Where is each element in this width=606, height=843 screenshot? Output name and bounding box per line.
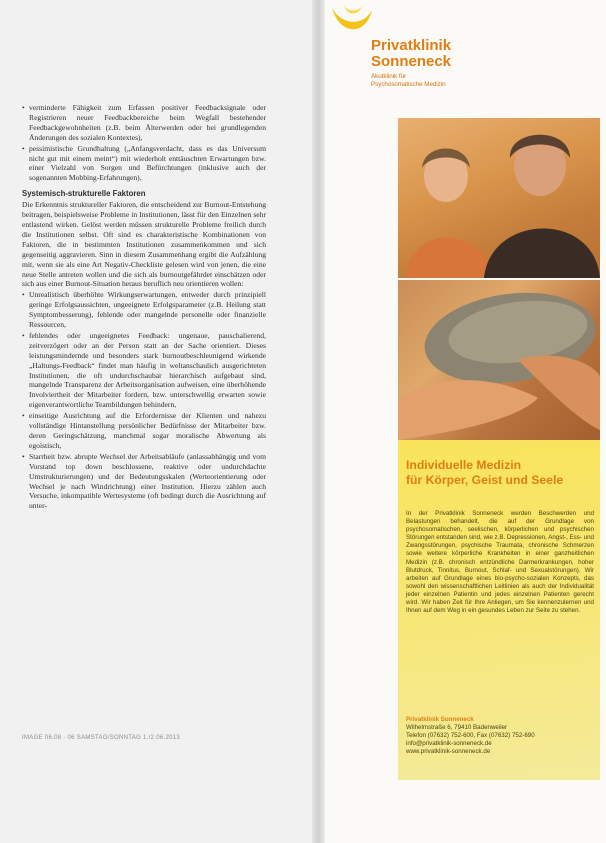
photo-hands-drawing — [398, 280, 600, 440]
sun-logo-icon — [330, 2, 374, 38]
photo-couple — [398, 118, 600, 278]
contact-email[interactable]: info@privatklinik-sonneneck.de — [406, 740, 492, 748]
ad-contact — [406, 716, 594, 756]
brand-name-line: Privatklinik — [371, 37, 452, 54]
bullet-item: • Unrealistisch überhöhte Wirkungserwartungen, entweder durch prinzipiell geringe Erfolgsaussichten, ungeeignete Erfolgsparameter (z.B. Heilung statt Symptombesserung), fehlende oder mangelnde personelle oder finanzielle Ressourcen, — [22, 290, 266, 330]
ad-headline-line: für Körper, Geist und Seele — [406, 473, 564, 487]
bullet-item: • verminderte Fähigkeit zum Erfassen positiver Feedbacksignale oder Registrieren neuer Feedbackbereiche beim Wegfall bestehender Feedbackgewohnheiten (z.B. beim Älterwerden oder bei grundlegenden Änderungen des sozialen Kontextes), — [22, 103, 266, 143]
bullet-item: • einseitige Ausrichtung auf die Erfordernisse der Klienten und nahezu vollständige Hintanstellung persönlicher Bedürfnisse der Mitarbeiter bzw. deren Geringschätzung, manchmal sogar moralische Abwertung als egoistisch, — [22, 411, 266, 451]
bullet-item: • pessimistische Grundhaltung („Anfangsverdacht, dass es das Universum nicht gut mit einem meint“) mit wiederholt enttäuschten Erwartungen bzw. einer Vielzahl von Sorgen und Befürchtungen (inklusive auch der sogenannten Mobbing-Erfahrungen). — [22, 144, 266, 184]
ad-headline — [406, 458, 596, 488]
page-footer: IMAGE 06.08 · 06 SAMSTAG/SONNTAG 1./2.06.2013 — [22, 735, 181, 741]
brand-name — [371, 38, 451, 70]
contact-address: Wilhelmstraße 6, 79410 Badenweiler — [406, 724, 508, 732]
brand-name-line: Sonneneck — [371, 53, 452, 70]
page-gutter — [312, 0, 326, 843]
ad-headline-line: Individuelle Medizin — [406, 458, 522, 472]
brand-subtitle — [371, 73, 446, 89]
bullet-item: • Starrheit bzw. abrupte Wechsel der Arbeitsabläufe (anlassabhängig und vom Vorstand top down beschlossene, reaktive oder undurchdachte Umstrukturierungen) und der Bedeutungsskalen (Werteorientierung oder Wechsel je nach Windrichtung) einer Institution. Hierzu zählen auch Versuche, inkompatible Wertesysteme (oft bedingt durch die Ausrichtung auf unter- — [22, 452, 266, 511]
photo-couple-drawing — [398, 118, 600, 278]
section-heading: Systemisch-strukturelle Faktoren — [22, 189, 146, 199]
ad-body-text: In der Privatklinik Sonneneck werden Beschwerden und Belastungen behandelt, die auf der Grundlage von psychosomatischen, seelischen, körperlichen und psychischen Störungen entstanden sind, wie z.B. Depressionen, Angst-, Ess- und Zwangsstörungen, psychische Traumata, chronische Schmerzen sowie weitere körperliche Krankheiten in einer ganzheitlichen Medizin (z.B. chronisch entzündliche Darmerkrankungen, hoher Blutdruck, Tinnitus, Burnout, Schlaf- und Sexualstörungen). Wir arbeiten auf Grundlage eines bio-psycho-sozialen Konzepts, das sowohl den wissenschaftlichen Leitlinien als auch der Individualität jeder einzelnen Patientin und jedes einzelnen Patienten gerecht wird. Wir haben Zeit für Ihre Anliegen, um Sie kennenzulernen und Ihnen auf dem Weg in ein gesundes Leben zur Seite zu stehen. — [406, 510, 594, 615]
brand-subtitle-line: Akutklinik für — [371, 73, 407, 80]
photo-hands-stone — [398, 280, 600, 440]
paragraph: Die Erkenntnis struktureller Faktoren, die entscheidend zur Burnout-Entstehung beitragen, beispielsweise Probleme in Institutionen, lässt für den Einzelnen sehr entlastend wirken. Gelöst werden müssen strukturelle Probleme freilich durch die Institutionen selbst. Oft sind es charakteristische Kombinationen von Faktoren, die in bestimmten Institutionen zusammenkommen und sich gegenseitig aggravieren. Sinn in diesem Zusammenhang ergibt die Aufzählung mit, wenn sie als eine Art Negativ-Checkliste gelesen wird von jenen, die eine neue Stelle antreten wollen und die sich als burnoutgefährdet einschätzen oder sich aus einer Burnout-Situation heraus beruflich neu orientieren wollen: — [22, 200, 266, 289]
contact-website[interactable]: www.privatklinik-sonneneck.de — [406, 748, 491, 756]
brand-subtitle-line: Psychosomatische Medizin — [371, 81, 446, 88]
article-column — [22, 103, 266, 512]
bullet-item: • fehlendes oder ungeeignetes Feedback: ungenaue, pauschalierend, zeitverzögert oder an der Person statt an der Sache orientiert. Dieses leistungsmindernde und besonders stark burnoutbeschleunigend wirkende „Haltungs-Feedback“ findet man häufig in weltanschaulich ausgerichteten Institutionen, die oft undurchschaubar hierarchisch aufgebaut sind, mangelnde Transparenz der Arbeitsorganisation aufweisen, eine überhöhende Involviertheit der Mitarbeiter fordern, bzw. unterschwellig erwarten sowie eigenverantwortliche Teambildungen behindern, — [22, 331, 266, 410]
contact-name: Privatklinik Sonneneck — [406, 716, 474, 723]
contact-phone: Telefon (07632) 752-600, Fax (07632) 752-690 — [406, 732, 535, 740]
